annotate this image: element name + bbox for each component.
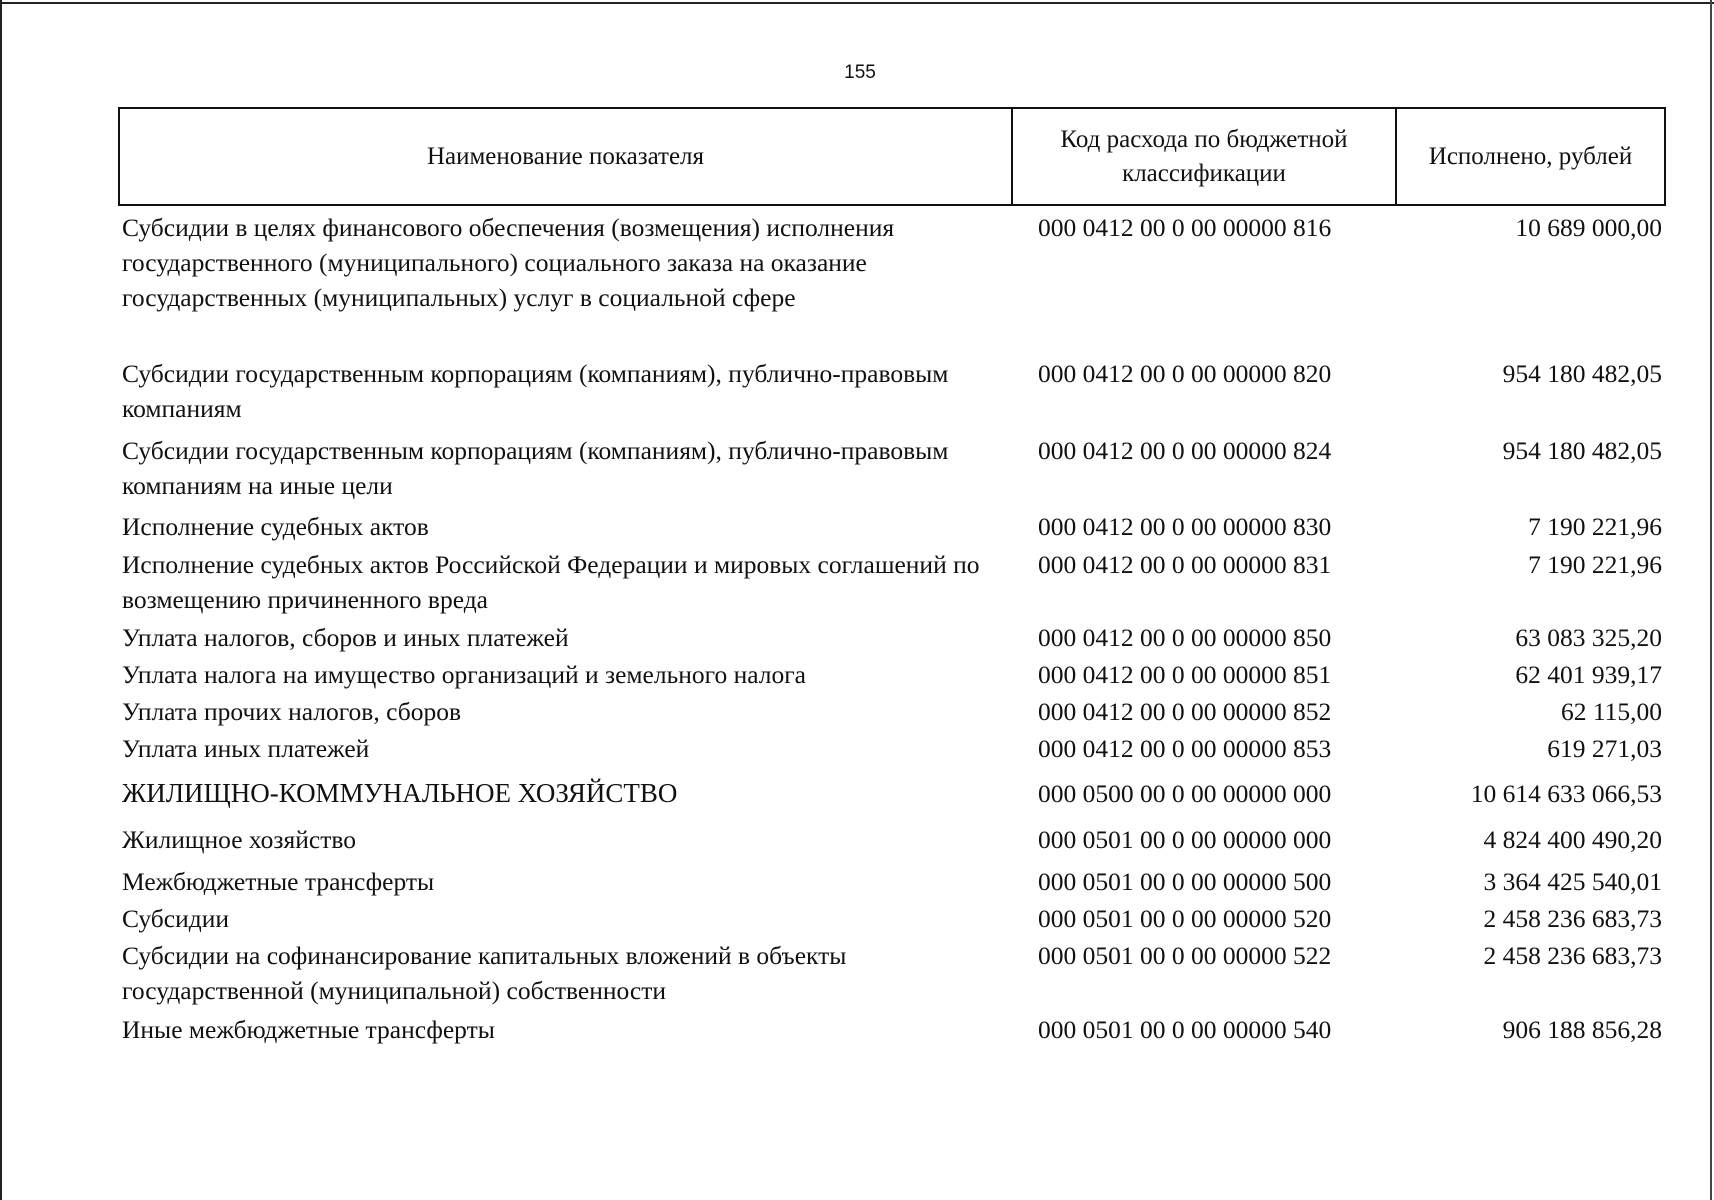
scan-right-edge: [1710, 0, 1712, 1200]
row-amount: 7 190 221,96: [1528, 512, 1662, 541]
row-code: 000 0501 00 0 00 00000 522: [1038, 941, 1332, 970]
row-name: Уплата налога на имущество организаций и земельного налога: [122, 660, 807, 689]
row-code: 000 0501 00 0 00 00000 000: [1038, 825, 1332, 854]
row-code: 000 0501 00 0 00 00000 540: [1038, 1015, 1332, 1044]
scan-top-border: [0, 2, 1714, 4]
row-name: Исполнение судебных актов: [122, 512, 429, 541]
header-amount-column: Исполнено, рублей: [1428, 142, 1633, 170]
row-amount: 4 824 400 490,20: [1483, 825, 1662, 854]
row-amount: 10 614 633 066,53: [1470, 779, 1662, 808]
row-code: 000 0501 00 0 00 00000 520: [1038, 904, 1332, 933]
row-name: Уплата налогов, сборов и иных платежей: [122, 623, 569, 652]
row-name: ЖИЛИЩНО-КОММУНАЛЬНОЕ ХОЗЯЙСТВО: [122, 778, 678, 808]
row-amount: 2 458 236 683,73: [1483, 904, 1662, 933]
row-name: Субсидии государственным корпорациям (компаниям), публично-правовым компаниям на иные цели: [122, 436, 949, 500]
row-amount: 62 115,00: [1560, 697, 1662, 726]
row-amount: 63 083 325,20: [1515, 623, 1662, 652]
row-name: Уплата иных платежей: [122, 734, 370, 763]
row-name: Субсидии в целях финансового обеспечения (возмещения) исполнения государственного (муниципального) социального заказа на оказание государственных (муниципальных) услуг в социальной сфере: [122, 213, 895, 312]
row-amount: 10 689 000,00: [1515, 213, 1662, 242]
row-name: Иные межбюджетные трансферты: [122, 1015, 495, 1044]
row-amount: 62 401 939,17: [1515, 660, 1662, 689]
row-code: 000 0412 00 0 00 00000 853: [1038, 734, 1332, 763]
row-amount: 906 188 856,28: [1502, 1015, 1662, 1044]
row-code: 000 0412 00 0 00 00000 820: [1038, 359, 1332, 388]
row-amount: 619 271,03: [1547, 734, 1662, 763]
row-code: 000 0412 00 0 00 00000 824: [1038, 436, 1332, 465]
header-name-column: Наименование показателя: [120, 109, 1013, 204]
row-name: Жилищное хозяйство: [122, 825, 356, 854]
row-name: Межбюджетные трансферты: [122, 867, 435, 896]
scan-left-edge: [0, 0, 2, 1200]
row-name: Субсидии государственным корпорациям (компаниям), публично-правовым компаниям: [122, 359, 949, 423]
row-amount: 2 458 236 683,73: [1483, 941, 1662, 970]
row-code: 000 0412 00 0 00 00000 831: [1038, 550, 1332, 579]
row-amount: 954 180 482,05: [1502, 359, 1662, 388]
row-code: 000 0412 00 0 00 00000 850: [1038, 623, 1332, 652]
row-name: Субсидии: [122, 904, 229, 933]
row-name: Исполнение судебных актов Российской Федерации и мировых соглашений по возмещению причиненного вреда: [122, 550, 980, 614]
row-amount: 954 180 482,05: [1502, 436, 1662, 465]
row-code: 000 0412 00 0 00 00000 851: [1038, 660, 1332, 689]
row-amount: 3 364 425 540,01: [1483, 867, 1662, 896]
row-amount: 7 190 221,96: [1528, 550, 1662, 579]
row-code: 000 0412 00 0 00 00000 852: [1038, 697, 1332, 726]
row-name: Субсидии на софинансирование капитальных вложений в объекты государственной (муниципальной) собственности: [122, 941, 847, 1005]
row-code: 000 0501 00 0 00 00000 500: [1038, 867, 1332, 896]
header-code-column: Код расхода по бюджетной классификации: [1013, 109, 1397, 204]
row-code: 000 0412 00 0 00 00000 816: [1038, 213, 1332, 242]
row-code: 000 0412 00 0 00 00000 830: [1038, 512, 1332, 541]
table-header: [118, 107, 1666, 206]
row-name: Уплата прочих налогов, сборов: [122, 697, 461, 726]
row-code: 000 0500 00 0 00 00000 000: [1038, 779, 1332, 808]
page-number: 155: [844, 62, 876, 83]
